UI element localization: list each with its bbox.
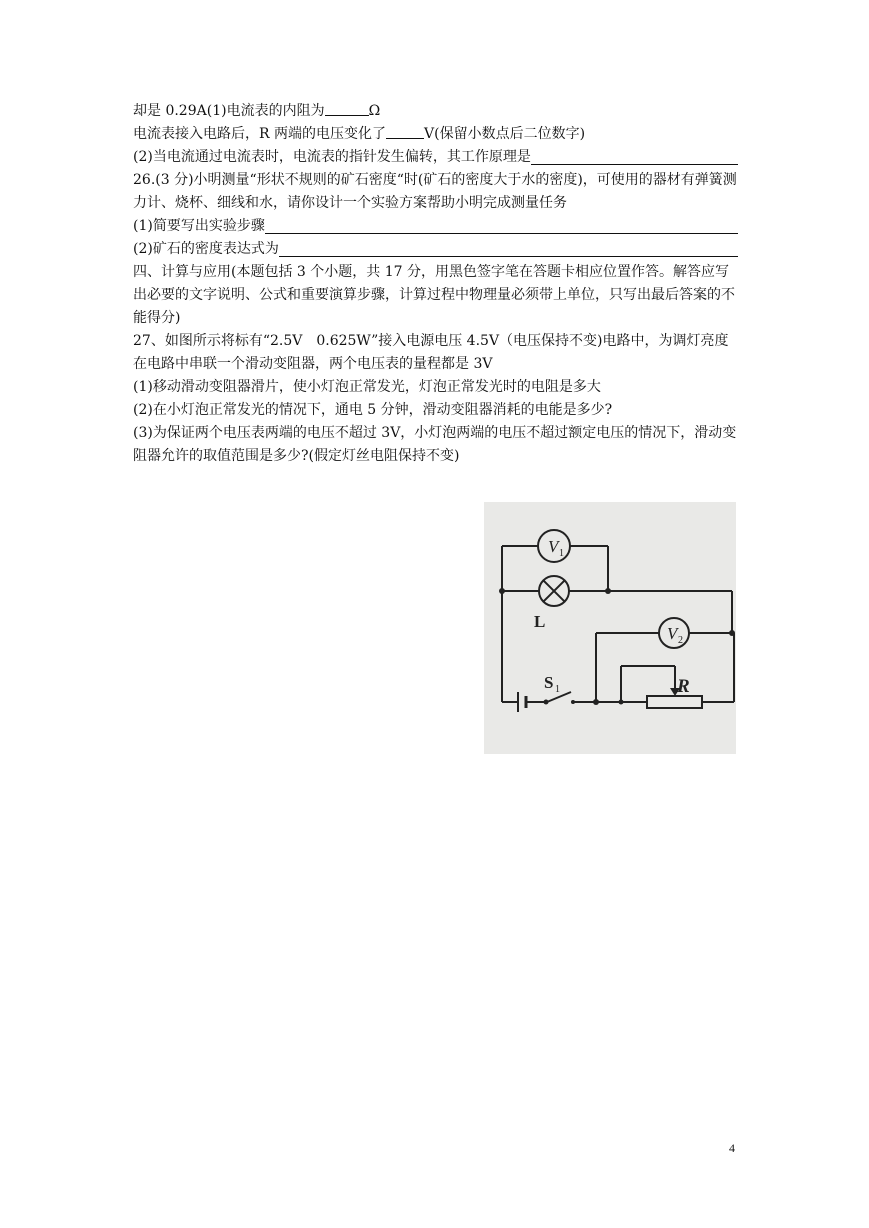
question-26: 26.(3 分)小明测量“形状不规则的矿石密度“时(矿石的密度大于水的密度)，可使用的器材有弹簧测力计、烧杯、细线和水，请你设计一个实验方案帮助小明完成测量任务 [133,172,737,211]
line-steps: (1)简要写出实验步骤 [133,215,738,238]
line-1: 却是 0.29A(1)电流表的内阻为 Ω [133,100,738,123]
question-27: 27、如图所示将标有“2.5V 0.625W”接入电源电压 4.5V（电压保持不变)电路中，为调灯亮度在电路中串联一个滑动变阻器，两个电压表的量程都是 3V [133,333,729,372]
question-27-part-2: (2)在小灯泡正常发光的情况下，通电 5 分钟，滑动变阻器消耗的电能是多少? [133,402,613,418]
switch-subscript: 1 [555,684,560,695]
switch-label: S [544,673,554,692]
answer-blank-density[interactable] [279,240,738,257]
lamp-label: L [534,612,546,631]
circuit-diagram [484,502,736,754]
line-density: (2)矿石的密度表达式为 [133,238,738,261]
v2-label: V [667,624,678,643]
question-27-part-3: (3)为保证两个电压表两端的电压不超过 3V，小灯泡两端的电压不超过额定电压的情况下，滑动变阻器允许的取值范围是多少?(假定灯丝电阻保持不变) [133,425,737,464]
v1-subscript: 1 [559,548,564,559]
line-2: 电流表接入电路后，R 两端的电压变化了 V(保留小数点后二位数字) [133,123,738,146]
section-4-heading: 四、计算与应用(本题包括 3 个小题，共 17 分，用黑色签字笔在答题卡相应位置作答。解答应写出必要的文字说明、公式和重要演算步骤，计算过程中物理量必须带上单位，只写出最后答案的不能得分) [133,264,735,326]
answer-blank-voltage[interactable] [386,123,424,139]
line-3: (2)当电流通过电流表时，电流表的指针发生偏转，其工作原理是 [133,146,738,169]
question-27-part-1: (1)移动滑动变阻器滑片，使小灯泡正常发光，灯泡正常发光时的电阻是多大 [133,379,601,395]
resistor-label: R [677,676,690,697]
answer-blank-principle[interactable] [531,148,738,165]
answer-blank-resistance[interactable] [325,100,369,116]
question-text [133,100,738,468]
answer-blank-steps[interactable] [265,217,738,234]
v1-label: V [548,537,559,556]
v2-subscript: 2 [678,635,683,646]
page-number: 4 [729,1141,735,1155]
